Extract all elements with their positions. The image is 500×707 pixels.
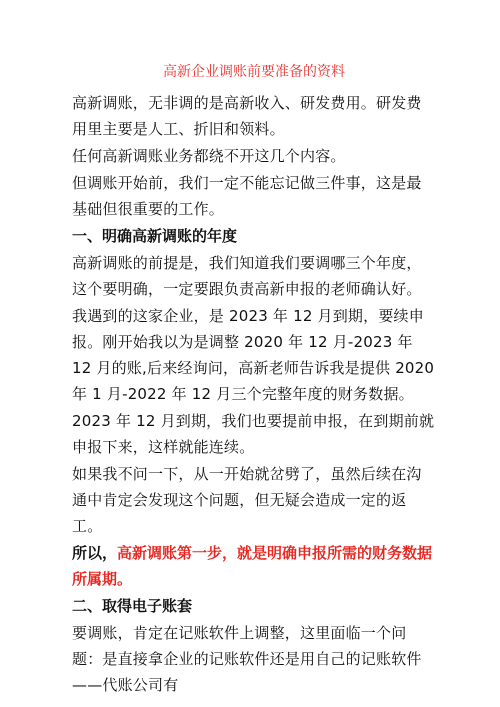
intro-paragraph-3: 但调账开始前，我们一定不能忘记做三件事，这是最基础但很重要的工作。 [72, 174, 422, 218]
intro-paragraph-1: 高新调账，无非调的是高新收入、研发费用。研发费用里主要是人工、折旧和领料。 [72, 94, 422, 138]
section-1-emphasis [72, 540, 436, 592]
section-1-paragraph-1: 高新调账的前提是，我们知道我们要调哪三个年度，这个要明确，一定要跟负责高新申报的老师确认好。 [72, 254, 422, 298]
section-1-paragraph-3: 2023 年 12 月到期，我们也要提前申报，在到期前就申报下来，这样就能连续。 [72, 412, 435, 456]
emphasis-prefix: 所以， [72, 544, 118, 562]
intro-paragraph-2: 任何高新调账业务都绕不开这几个内容。 [72, 147, 346, 165]
emphasis-highlight: 高新调账第一步，就是明确申报所需的财务数据所属期。 [72, 544, 433, 588]
document-title: 高新企业调账前要准备的资料 [163, 64, 345, 80]
section-1-paragraph-2: 我遇到的这家企业，是 2023 年 12 月到期，要续申报。刚开始我以为是调整 2020 年 12 月-2023 年 12 月的账,后来经询问，高新老师告诉我是提供 2020 年 1 月-2022 年 12 月三个完整年度的财务数据。 [72, 307, 435, 403]
section-1-heading: 一、明确高新调账的年度 [72, 227, 238, 245]
section-1-paragraph-4: 如果我不问一下，从一开始就岔劈了，虽然后续在沟通中肯定会发现这个问题，但无疑会造成一定的返工。 [72, 465, 422, 535]
section-2-heading: 二、取得电子账套 [72, 597, 193, 615]
section-2-paragraph-1: 要调账，肯定在记账软件上调整，这里面临一个问题：是直接拿企业的记账软件还是用自己的记账软件——代账公司有 [72, 624, 422, 694]
